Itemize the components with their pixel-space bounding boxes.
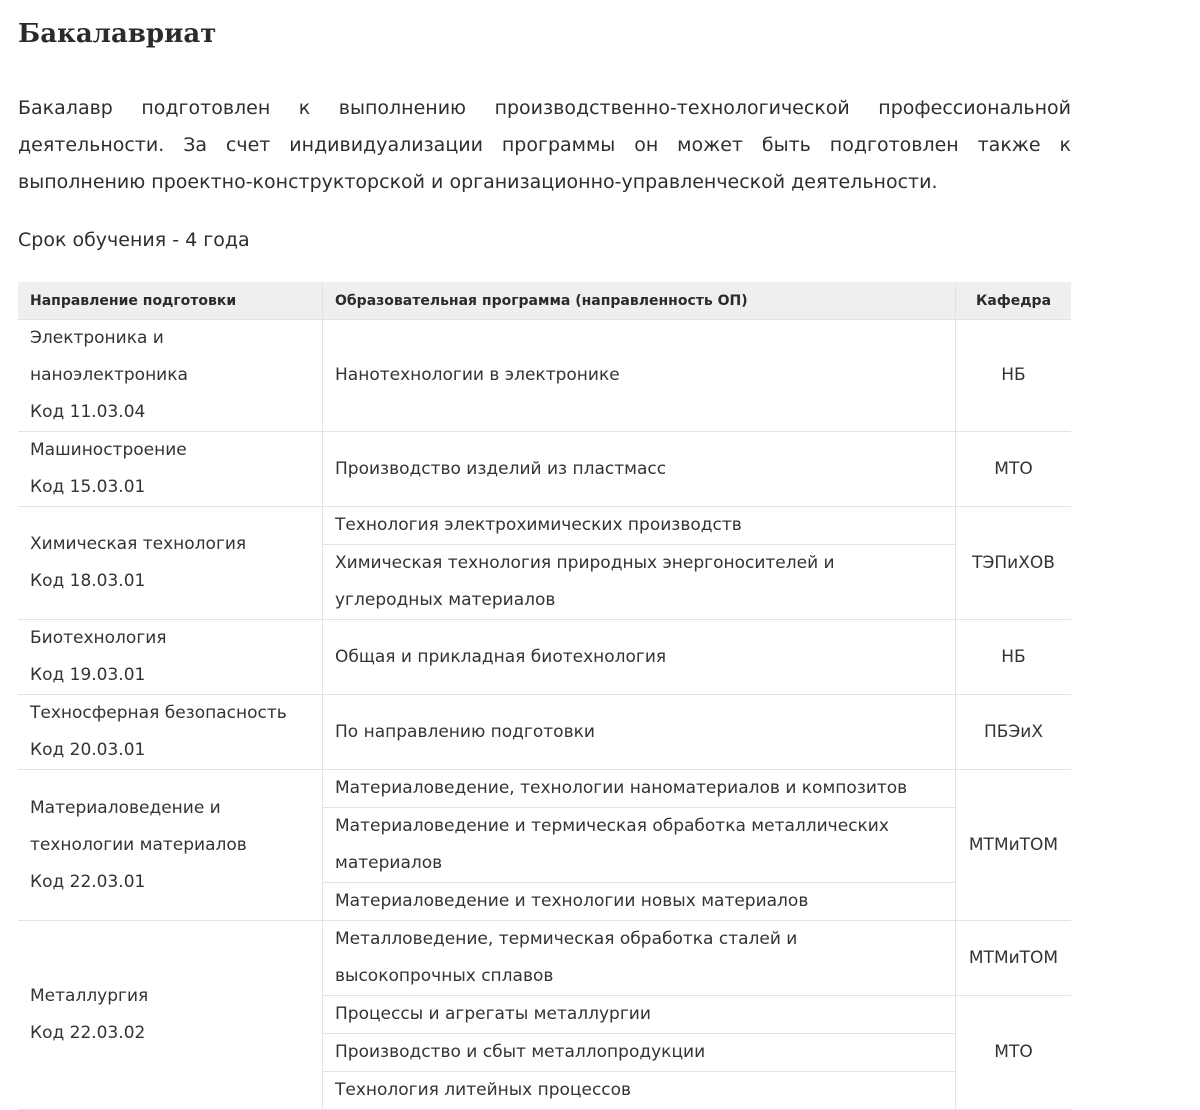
direction-name: Химическая технология — [30, 534, 247, 554]
direction-cell — [18, 921, 323, 1110]
program-cell: Химическая технология природных энергоносителей и углеродных материалов — [323, 545, 956, 620]
direction-cell — [18, 320, 323, 432]
department-cell: МТМиТОМ — [956, 921, 1072, 996]
table-row — [18, 921, 1071, 996]
direction-code: Код 18.03.01 — [30, 571, 146, 591]
header-direction: Направление подготовки — [18, 282, 323, 320]
department-cell: МТО — [956, 432, 1072, 507]
direction-code: Код 19.03.01 — [30, 665, 146, 685]
intro-paragraph: Бакалавр подготовлен к выполнению производственно-технологической профессиональной деятельности. За счет индивидуализации программы он может быть подготовлен также к выполнению проектно-конструкторской и организационно-управленческой деятельности. — [18, 97, 1071, 193]
table-row — [18, 695, 1071, 770]
table-row — [18, 320, 1071, 432]
direction-name: Техносферная безопасность — [30, 703, 287, 723]
header-program: Образовательная программа (направленность ОП) — [323, 282, 956, 320]
direction-code: Код 11.03.04 — [30, 402, 146, 422]
direction-code: Код 15.03.01 — [30, 477, 146, 497]
program-cell: Металловедение, термическая обработка сталей и высокопрочных сплавов — [323, 921, 956, 996]
department-cell: ТЭПиХОВ — [956, 507, 1072, 620]
direction-name: Электроника и наноэлектроника — [30, 328, 188, 385]
direction-name: Материаловедение и технологии материалов — [30, 797, 247, 855]
direction-name: Машиностроение — [30, 440, 187, 460]
direction-cell — [18, 620, 323, 695]
table-header-row — [18, 282, 1071, 320]
direction-code: Код 20.03.01 — [30, 740, 146, 760]
department-cell: ПБЭиХ — [956, 695, 1072, 770]
program-cell: Технология литейных процессов — [323, 1072, 956, 1110]
study-duration: Срок обучения - 4 года — [18, 229, 250, 251]
program-cell: Материаловедение и термическая обработка металлических материалов — [323, 808, 956, 883]
program-cell: Производство и сбыт металлопродукции — [323, 1034, 956, 1072]
department-cell: МТМиТОМ — [956, 770, 1072, 921]
program-cell: Нанотехнологии в электронике — [323, 320, 956, 432]
table-row — [18, 620, 1071, 695]
table-row — [18, 770, 1071, 808]
program-cell: Процессы и агрегаты металлургии — [323, 996, 956, 1034]
header-department: Кафедра — [956, 282, 1072, 320]
table-row — [18, 507, 1071, 545]
department-cell: НБ — [956, 620, 1072, 695]
program-cell: Общая и прикладная биотехнология — [323, 620, 956, 695]
programs-table — [18, 282, 1071, 1110]
department-cell: МТО — [956, 996, 1072, 1110]
direction-name: Металлургия — [30, 986, 149, 1006]
direction-name: Биотехнология — [30, 628, 167, 648]
direction-cell — [18, 432, 323, 507]
table-row — [18, 432, 1071, 507]
direction-code: Код 22.03.01 — [30, 871, 146, 892]
program-cell: По направлению подготовки — [323, 695, 956, 770]
department-cell: НБ — [956, 320, 1072, 432]
program-cell: Материаловедение, технологии наноматериалов и композитов — [323, 770, 956, 808]
direction-code: Код 22.03.02 — [30, 1023, 146, 1043]
direction-cell — [18, 507, 323, 620]
direction-cell — [18, 770, 323, 921]
program-cell: Технология электрохимических производств — [323, 507, 956, 545]
program-cell: Материаловедение и технологии новых материалов — [323, 883, 956, 921]
table-body — [18, 320, 1071, 1110]
direction-cell — [18, 695, 323, 770]
program-cell: Производство изделий из пластмасс — [323, 432, 956, 507]
page-title: Бакалавриат — [18, 19, 217, 49]
